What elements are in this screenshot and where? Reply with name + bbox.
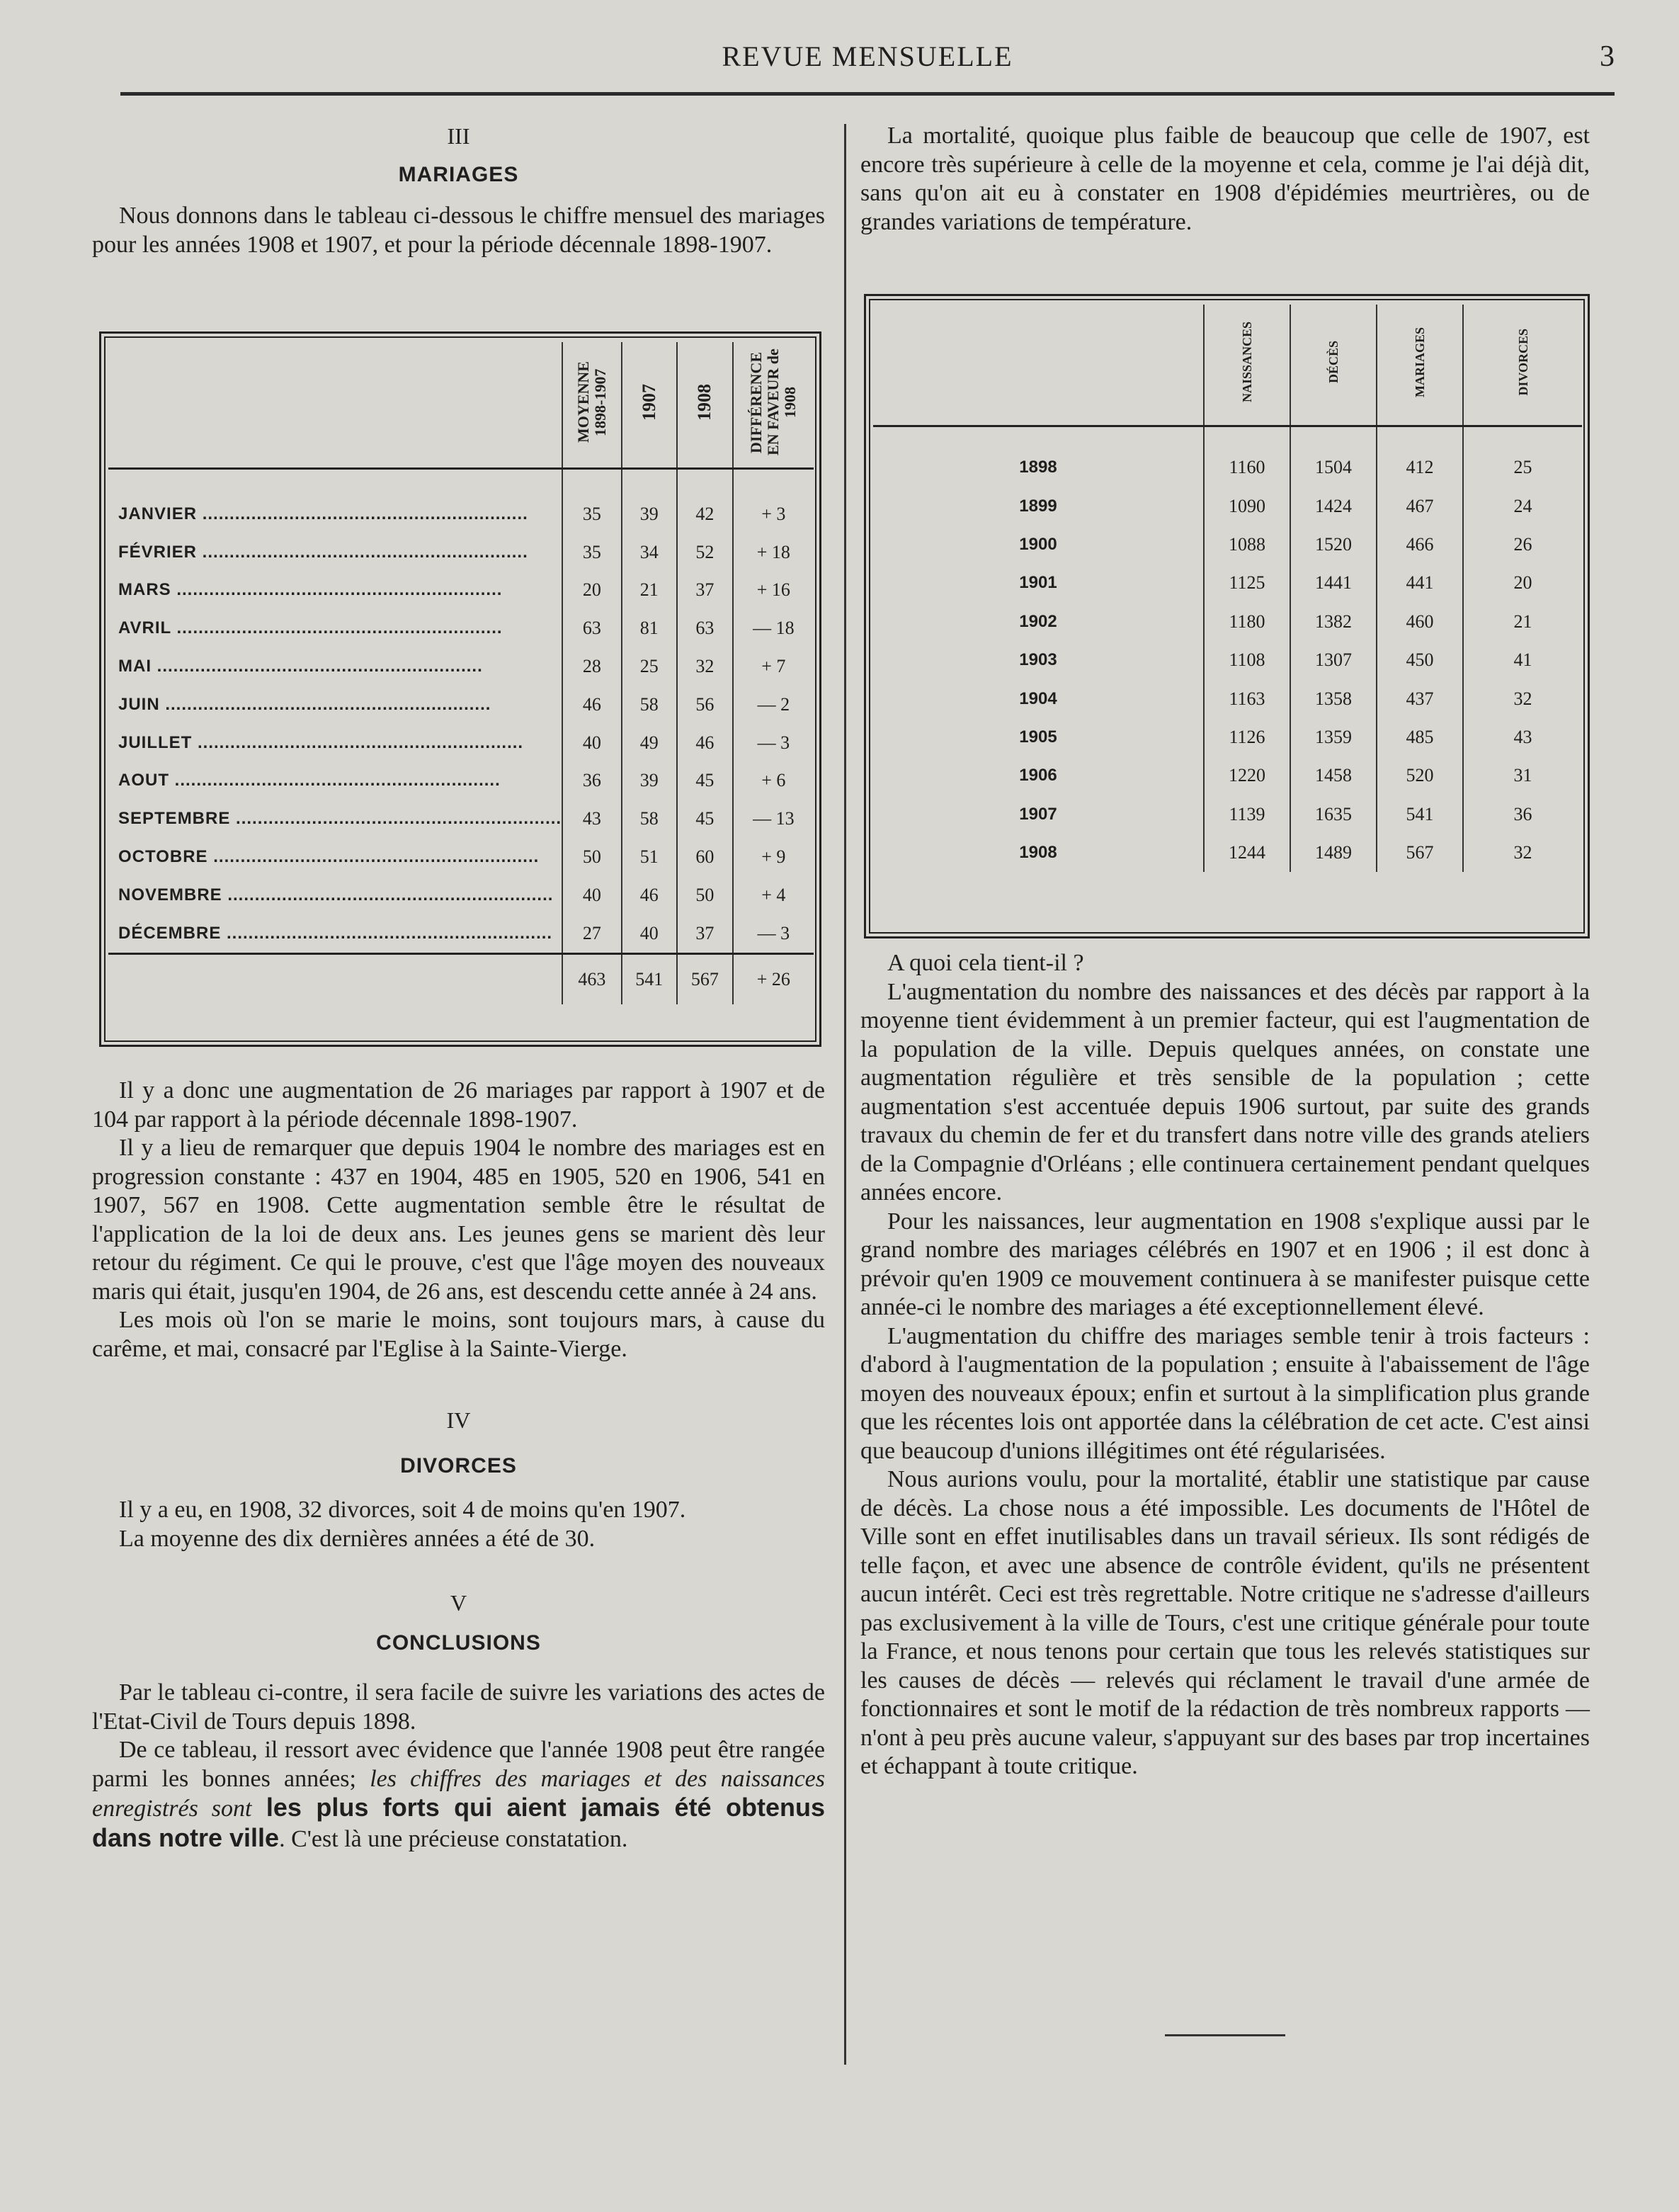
paragraph: Pour les naissances, leur augmentation en 1908 s'explique aussi par le grand nombre des mariages célébrés en 1907 et en 1906 ; il est donc à prévoir qu'en 1909 ce mouvement continuera à se manifester puisque cette année-ci le nombre des mariages a été exceptionnellement élevé. bbox=[860, 1208, 1590, 1320]
header-cell: 1908 bbox=[677, 342, 733, 469]
table-row: DÉCEMBRE ............................................................ 27 40 37 — 3 bbox=[108, 914, 814, 953]
paragraph: Les mois où l'on se marie le moins, sont toujours mars, à cause du carême, et mai, consacré par l'Eglise à la Sainte-Vierge. bbox=[92, 1307, 825, 1362]
table-row: MAI ............................................................ 28 25 32 + 7 bbox=[108, 647, 814, 686]
table-row: AVRIL ............................................................ 63 81 63 — 18 bbox=[108, 609, 814, 647]
question: A quoi cela tient-il ? bbox=[887, 950, 1084, 976]
page-number: 3 bbox=[1600, 40, 1615, 73]
table-row: JUILLET ............................................................ 40 49 46 — 3 bbox=[108, 724, 814, 762]
end-rule bbox=[1165, 2034, 1285, 2036]
right-column-text bbox=[860, 949, 1590, 1781]
header-cell: MARIAGES bbox=[1377, 305, 1463, 426]
table-row: 1900 1088 1520 466 26 bbox=[873, 526, 1582, 564]
table-row: 1908 1244 1489 567 32 bbox=[873, 834, 1582, 872]
conclusion-text: De ce tableau, il ressort avec évidence que l'année 1908 peut être rangée parmi les bonnes années; bbox=[92, 1737, 825, 1792]
conclusion-bold: les plus forts qui aient jamais été obtenus dans notre ville bbox=[92, 1793, 825, 1852]
table-row: 1901 1125 1441 441 20 bbox=[873, 564, 1582, 602]
section-title: MARIAGES bbox=[398, 162, 519, 186]
header-cell: 1907 bbox=[622, 342, 678, 469]
table-row: FÉVRIER ............................................................ 35 34 52 + 18 bbox=[108, 533, 814, 572]
paragraph: Il y a donc une augmentation de 26 mariages par rapport à 1907 et de 104 par rapport à la période décennale 1898-1907. bbox=[92, 1077, 825, 1133]
paragraph: Il y a eu, en 1908, 32 divorces, soit 4 de moins qu'en 1907. bbox=[119, 1497, 686, 1523]
header-blank bbox=[873, 305, 1204, 426]
header-rule bbox=[120, 92, 1615, 96]
section-title: CONCLUSIONS bbox=[376, 1630, 541, 1655]
table-row: NOVEMBRE ............................................................ 40 46 50 + 4 bbox=[108, 876, 814, 914]
conclusion-end: . C'est là une précieuse constatation. bbox=[279, 1825, 628, 1852]
section-mariages bbox=[92, 122, 825, 259]
civil-status-table bbox=[864, 294, 1590, 938]
table-header-row bbox=[873, 305, 1582, 426]
section-intro: Nous donnons dans le tableau ci-dessous le chiffre mensuel des mariages pour les années 1908 et 1907, et pour la période décennale 1898-1907. bbox=[92, 203, 825, 258]
table-row: 1905 1126 1359 485 43 bbox=[873, 718, 1582, 756]
journal-title: REVUE MENSUELLE bbox=[722, 40, 1013, 72]
paragraph: L'augmentation du nombre des naissances et des décès par rapport à la moyenne tient évidemment à un premier facteur, qui est l'augmentation de la population de la ville. Depuis quelques années, on constate une augmentation régulière et très sensible de la population ; cette augmentation s'est accentuée depuis 1906 surtout, par suite des grands travaux du chemin de fer et du transfert dans notre ville des grands ateliers de la Compagnie d'Orléans ; elle continuera certainement pendant quelques années encore. bbox=[860, 978, 1590, 1206]
table-row: 1904 1163 1358 437 32 bbox=[873, 679, 1582, 718]
table-header-row bbox=[108, 342, 814, 469]
marriage-table bbox=[99, 331, 821, 1047]
table-row: JANVIER ............................................................ 35 39 42 + 3 bbox=[108, 495, 814, 533]
conclusion-paragraph bbox=[92, 1736, 825, 1854]
paragraph: Nous aurions voulu, pour la mortalité, établir une statistique par cause de décès. La chose nous a été impossible. Les documents de l'Hôtel de Ville sont en effet inutilisables dans un travail sérieux. Ils sont rédigés de telle façon, et avec une absence de contrôle évident, qu'ils ne présentent aucun intérêt. Ceci est très regrettable. Notre critique ne s'adresse d'ailleurs pas exclusivement à la ville de Tours, c'est une critique générale pour toute la France, et nous tenons pour certain que tous les relevés statistiques sur les causes de décès — relevés qui réclament le travail d'une armée de fonctionnaires et sont le motif de la rédaction de très nombreux rapports — n'ont à peu près aucune valeur, s'appuyant sur des bases par trop incertaines et échappant à toute critique. bbox=[860, 1466, 1590, 1779]
section-title: DIVORCES bbox=[400, 1453, 517, 1477]
header-cell: NAISSANCES bbox=[1204, 305, 1290, 426]
table-row: 1907 1139 1635 541 36 bbox=[873, 795, 1582, 834]
table-total-row: 463 541 567 + 26 bbox=[108, 953, 814, 1004]
header-cell: MOYENNE 1898-1907 bbox=[562, 342, 621, 469]
table-row: 1899 1090 1424 467 24 bbox=[873, 487, 1582, 525]
table-row: 1906 1220 1458 520 31 bbox=[873, 756, 1582, 795]
section-number: IV bbox=[446, 1407, 471, 1433]
table-row: SEPTEMBRE ............................................................ 43 58 45 — 13 bbox=[108, 800, 814, 838]
table-row: OCTOBRE ............................................................ 50 51 60 + 9 bbox=[108, 838, 814, 876]
section-number: III bbox=[447, 123, 470, 149]
column-divider bbox=[844, 124, 846, 2065]
paragraph: L'augmentation du chiffre des mariages semble tenir à trois facteurs : d'abord à l'augmentation de la population ; ensuite à l'abaissement de l'âge moyen des nouveaux époux; enfin et surtout à la simplification plus grande que les récentes lois ont apportée dans la célébration de cet acte. C'est ainsi que beaucoup d'unions illégitimes ont été régularisées. bbox=[860, 1322, 1590, 1464]
paragraph: Il y a lieu de remarquer que depuis 1904 le nombre des mariages est en progression constante : 437 en 1904, 485 en 1905, 520 en 1906, 541 en 1907, 567 en 1908. Cette augmentation semble être le résultat de l'application de la loi de deux ans. Les jeunes gens se marient dès leur retour du régiment. Ce qui le prouve, c'est que l'âge moyen des nouveaux maris qui était, jusqu'en 1904, de 26 ans, est descendu cette année à 24 ans. bbox=[92, 1135, 825, 1305]
header-blank bbox=[108, 342, 562, 469]
conclusion-italic: les chiffres des mariages et des naissances enregistrés sont bbox=[92, 1765, 825, 1822]
header-cell: DIVORCES bbox=[1463, 305, 1582, 426]
table-row: JUIN ............................................................ 46 58 56 — 2 bbox=[108, 686, 814, 724]
running-header bbox=[120, 37, 1615, 79]
header-cell: DÉCÈS bbox=[1290, 305, 1377, 426]
paragraph: Par le tableau ci-contre, il sera facile de suivre les variations des actes de l'Etat-Civil de Tours depuis 1898. bbox=[92, 1679, 825, 1735]
left-column-text bbox=[92, 1077, 825, 1854]
table-row: MARS ............................................................ 20 21 37 + 16 bbox=[108, 572, 814, 610]
header-cell: DIFFÉRENCE EN FAVEUR de 1908 bbox=[733, 342, 814, 469]
paragraph: La mortalité, quoique plus faible de beaucoup que celle de 1907, est encore très supérieure à celle de la moyenne et cela, comme je l'ai déjà dit, sans qu'on ait eu à constater en 1908 d'épidémies meurtrières, ou de grandes variations de température. bbox=[860, 123, 1590, 235]
table-row: 1898 1160 1504 412 25 bbox=[873, 448, 1582, 487]
paragraph: La moyenne des dix dernières années a été de 30. bbox=[119, 1525, 596, 1552]
right-intro bbox=[860, 122, 1590, 237]
table-row: AOUT ............................................................ 36 39 45 + 6 bbox=[108, 762, 814, 800]
table-row: 1903 1108 1307 450 41 bbox=[873, 641, 1582, 679]
table-row: 1902 1180 1382 460 21 bbox=[873, 603, 1582, 641]
section-number: V bbox=[450, 1590, 467, 1616]
